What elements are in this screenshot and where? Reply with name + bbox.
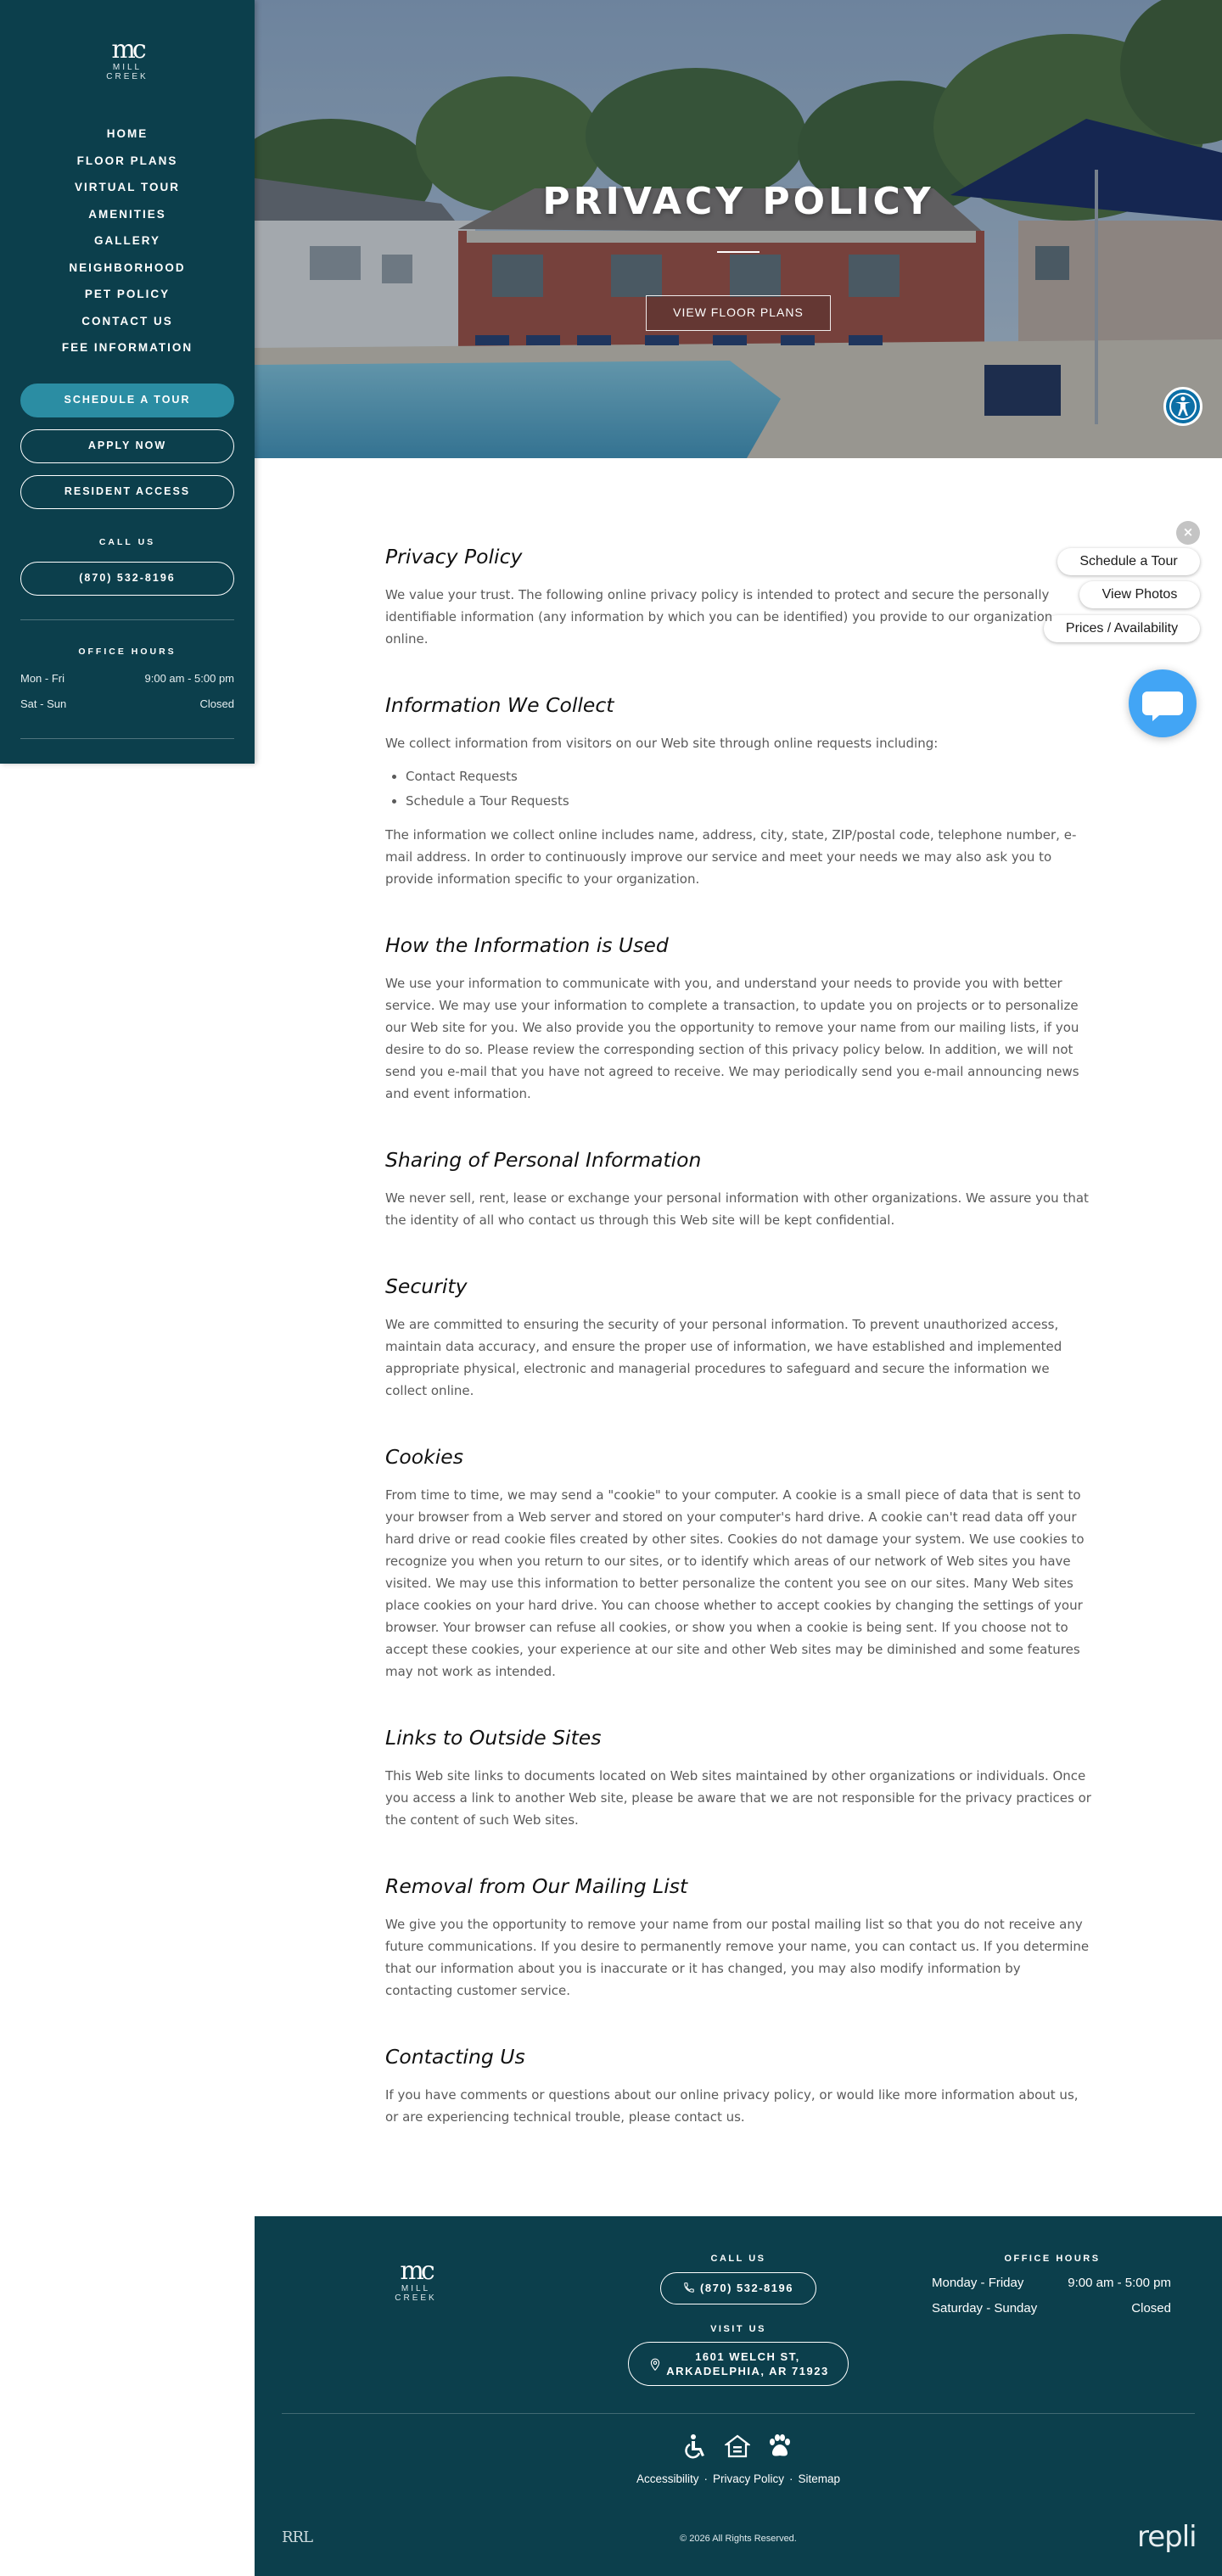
nav-gallery[interactable]: GALLERY [94, 234, 160, 247]
footer-divider [282, 2413, 1195, 2414]
footer-hours-row [932, 2276, 1171, 2290]
sidebar-divider [20, 619, 234, 620]
logo-line-1: MILL [401, 2284, 431, 2293]
policy-section [385, 1273, 1091, 1402]
rrl-logo[interactable]: RRL [282, 2528, 313, 2546]
schedule-tour-button[interactable]: SCHEDULE A TOUR [20, 384, 234, 417]
privacy-policy-content [385, 543, 1091, 2128]
paw-icon[interactable] [765, 2433, 793, 2459]
footer-hours-label: OFFICE HOURS [1004, 2254, 1101, 2264]
section-text: We use your information to communicate with you, and understand your needs to provide you with better service. We may use your information to complete a transaction, to update you on projects or to personalize our Web site for you. We also provide you the opportunity to remove your name from our mailing lists, if you desire to do so. Please review the corresponding section of this privacy policy below. In addition, we will not send you e-mail that you have not agreed to receive. We may periodically send you e-mail announcing news and event information. [385, 976, 1079, 1101]
view-photos-pill[interactable]: View Photos [1079, 581, 1200, 608]
nav-neighborhood[interactable]: NEIGHBORHOOD [69, 260, 186, 274]
schedule-tour-pill[interactable]: Schedule a Tour [1057, 548, 1200, 575]
policy-section [385, 2043, 1091, 2128]
address-line-2: ARKADELPHIA, AR 71923 [666, 2365, 829, 2377]
footer-phone-button[interactable] [660, 2272, 816, 2304]
nav-contact-us[interactable]: CONTACT US [81, 314, 173, 328]
logo-mark: mc [400, 2256, 432, 2286]
footer-logo[interactable] [373, 2256, 458, 2303]
link-separator: · [789, 2472, 793, 2485]
section-text: From time to time, we may send a "cookie" to your computer. A cookie is a small piece of data that is sent to your browser from a Web server and stored on your computer's hard drive. A cookie can't read data off your hard drive or read cookie files created by other sites. Cookies do not damage your system. We use cookies to recognize you when you return to our sites, or to identify which areas of our network of Web sites you have visited. We may use this information to better personalize the content you see on our sites. Many Web sites place cookies on your hard drive. You can choose whether to accept cookies by changing the settings of your browser. Your browser can refuse all cookies, or show you when a cookie is being sent. If you choose not to accept these cookies, your experience at our site and other Web sites may be diminished and some features may not work as intended. [385, 1487, 1085, 1679]
chat-icon [1129, 669, 1197, 737]
hours-time: Closed [1131, 2301, 1171, 2316]
phone-icon [683, 2282, 695, 2293]
equal-housing-icon[interactable] [725, 2433, 750, 2459]
section-text: If you have comments or questions about our online privacy policy, or would like more information about us, or are experiencing technical trouble, please contact us. [385, 2087, 1079, 2125]
call-us-label: CALL US [98, 537, 156, 547]
section-text: The information we collect online includes name, address, city, state, ZIP/postal code, telephone number, e-mail address. In order to continuously improve our service and meet your needs we may also ask you to provide information specific to your organization. [385, 827, 1077, 887]
section-text: We value your trust. The following online privacy policy is intended to protect and secure the personally identifiable information (any information by which you can be identified) you provide to our organization online. [385, 587, 1053, 647]
accessibility-widget-button[interactable] [1163, 387, 1202, 426]
section-heading: Contacting Us [385, 2045, 525, 2069]
footer-address-button[interactable] [628, 2342, 849, 2386]
list-item: • Schedule a Tour Requests [406, 789, 1091, 814]
logo-line-2: CREEK [395, 2293, 437, 2303]
page-title: PRIVACY POLICY [542, 180, 934, 223]
title-underline [717, 251, 760, 253]
chat-widget-button[interactable] [1129, 669, 1197, 737]
hours-days: Sat - Sun [20, 697, 67, 710]
section-heading: Information We Collect [385, 693, 614, 717]
sidebar-logo[interactable] [0, 37, 255, 81]
prices-availability-pill[interactable]: Prices / Availability [1044, 615, 1200, 642]
hours-row [20, 697, 234, 710]
section-heading: How the Information is Used [385, 933, 669, 957]
nav-floor-plans[interactable]: FLOOR PLANS [76, 154, 178, 167]
link-separator: · [703, 2472, 708, 2485]
hours-days: Monday - Friday [932, 2276, 1024, 2290]
section-text: We never sell, rent, lease or exchange your personal information with other organizations. We assure you that the identity of all who contact us through this Web site will be kept confidential. [385, 1190, 1089, 1228]
section-text: We collect information from visitors on our Web site through online requests including: [385, 736, 939, 751]
accessibility-icon [1166, 389, 1200, 423]
apply-now-button[interactable]: APPLY NOW [20, 429, 234, 463]
collection-list [385, 764, 1091, 814]
footer-links [255, 2472, 1222, 2485]
policy-section [385, 692, 1091, 890]
copyright-text: © 2026 All Rights Reserved. [680, 2534, 797, 2544]
policy-section [385, 1443, 1091, 1683]
footer-link-privacy-policy[interactable]: Privacy Policy [712, 2472, 785, 2485]
office-hours-label: OFFICE HOURS [78, 647, 177, 657]
footer-visit-label: VISIT US [710, 2324, 766, 2334]
logo-line-1: MILL [112, 63, 143, 72]
close-icon[interactable]: × [1176, 521, 1200, 545]
view-floor-plans-button[interactable]: VIEW FLOOR PLANS [646, 295, 831, 331]
section-text: We give you the opportunity to remove your name from our postal mailing list so that you do not receive any future communications. If you desire to permanently remove your name, you can contact us. If you determine that our information about you is inaccurate or it has changed, you may also modify information by contacting customer service. [385, 1917, 1090, 1998]
footer-link-sitemap[interactable]: Sitemap [798, 2472, 841, 2485]
section-heading: Links to Outside Sites [385, 1726, 602, 1750]
nav-pet-policy[interactable]: PET POLICY [84, 288, 171, 300]
sidebar [0, 0, 255, 764]
policy-section [385, 1873, 1091, 2002]
list-item: • Contact Requests [406, 764, 1091, 789]
section-text: This Web site links to documents located on Web sites maintained by other organizations or individuals. Once you access a link to another Web site, please be aware that we are not responsible for the privacy practices or the content of such Web sites. [385, 1768, 1091, 1828]
resident-access-button[interactable]: RESIDENT ACCESS [20, 475, 234, 509]
policy-section [385, 1146, 1091, 1231]
section-text: We are committed to ensuring the security of your personal information. To prevent unauthorized access, maintain data accuracy, and ensure the proper use of information, we have established and implemented appropriate physical, electronic and managerial procedures to safeguard and secure the information we collect online. [385, 1317, 1062, 1398]
nav-home[interactable]: HOME [106, 127, 149, 140]
policy-section [385, 543, 1091, 650]
nav-amenities[interactable]: AMENITIES [88, 207, 166, 221]
policy-section [385, 932, 1091, 1105]
section-heading: Security [385, 1274, 468, 1298]
section-heading: Cookies [385, 1445, 464, 1469]
hours-row [20, 672, 234, 685]
hours-time: 9:00 am - 5:00 pm [144, 672, 234, 685]
nav-fee-information[interactable]: FEE INFORMATION [61, 341, 193, 354]
logo-mark: mc [111, 35, 143, 64]
site-footer [255, 2216, 1222, 2576]
map-pin-icon [649, 2358, 661, 2372]
logo-line-2: CREEK [106, 72, 149, 81]
sidebar-divider [20, 738, 234, 739]
hours-days: Mon - Fri [20, 672, 64, 685]
repli-logo[interactable]: repli [1137, 2520, 1197, 2554]
section-heading: Removal from Our Mailing List [385, 1874, 688, 1898]
footer-hours-row [932, 2301, 1171, 2316]
section-heading: Privacy Policy [385, 545, 523, 568]
hours-time: 9:00 am - 5:00 pm [1068, 2276, 1171, 2290]
hours-days: Saturday - Sunday [932, 2301, 1038, 2316]
accessibility-icon[interactable] [682, 2433, 708, 2459]
footer-link-accessibility[interactable]: Accessibility [636, 2472, 699, 2485]
sidebar-nav [0, 120, 255, 361]
sidebar-phone-button[interactable]: (870) 532-8196 [20, 562, 234, 596]
hero-banner [255, 0, 1222, 458]
nav-virtual-tour[interactable]: VIRTUAL TOUR [74, 181, 180, 193]
hero-photo [255, 0, 1222, 458]
hours-time: Closed [199, 697, 234, 710]
footer-call-label: CALL US [710, 2254, 766, 2264]
footer-phone-text: (870) 532-8196 [700, 2282, 793, 2294]
policy-section [385, 1724, 1091, 1831]
section-heading: Sharing of Personal Information [385, 1148, 702, 1172]
address-line-1: 1601 WELCH ST, [695, 2350, 800, 2363]
